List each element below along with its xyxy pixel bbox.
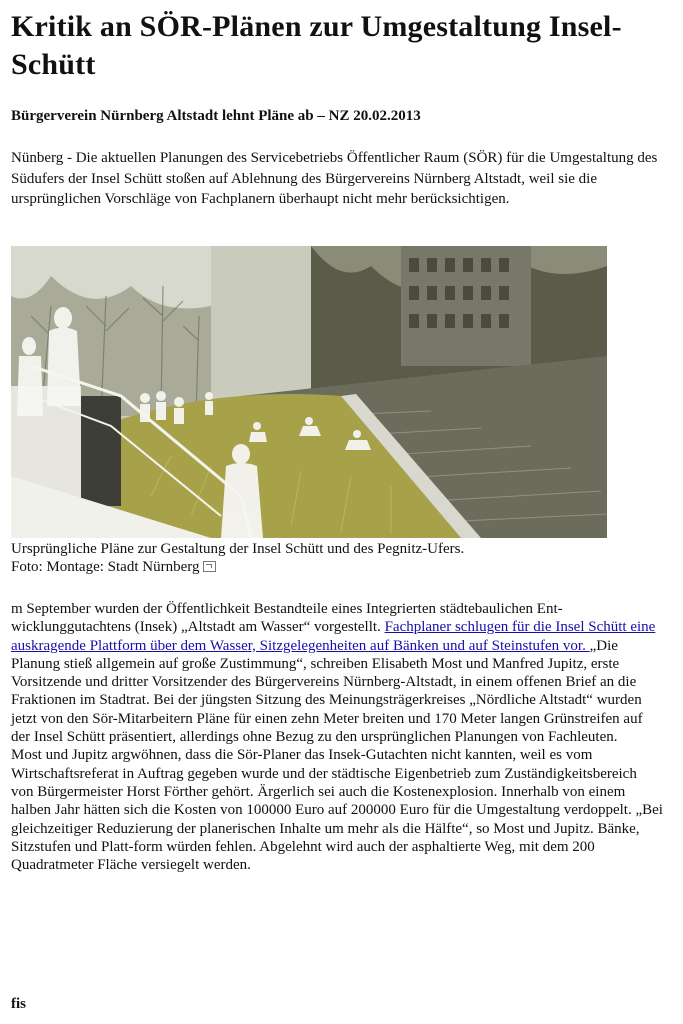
body-text-intro: m September wurden der Öffentlichkeit Bestandteile eines Integrierten städtebaulichen Ent-wicklunggutachtens (Insek) „Altstadt am Wasser“ vorgestellt. [11,601,563,636]
article-lead: Nünberg - Die aktuellen Planungen des Servicebetriebs Öffentlicher Raum (SÖR) für die Umgestaltung des Südufers der Insel Schütt stoßen auf Ablehnung des Bürgervereins Nürnberg Altstadt, weil sie die ursprünglichen Vorschläge von Fachplanern überhaupt nicht mehr berücksichtigen. [11,150,658,207]
caption-text: Ursprüngliche Pläne zur Gestaltung der Insel Schütt und des Pegnitz-Ufers. [11,541,465,557]
caption-credit: Foto: Montage: Stadt Nürnberg [11,559,200,575]
photo-caption [11,540,651,576]
author-signature: fis [11,996,26,1012]
article-photo [11,246,607,538]
external-image-icon[interactable] [203,561,216,572]
proposal-link[interactable]: Fachplaner schlugen für die Insel Schütt eine auskragende Plattform über dem Wasser, Sitzgelegenheiten auf Bänken und auf Steinstufen vor. [11,619,656,654]
body-text-continued: „Die Planung stieß allgemein auf große Zustimmung“, schreiben Elisabeth Most und Manfred Jupitz, erste Vorsitzende und dritter Vorsitzender des Bürgervereins Nürnberg-Altstadt, in einem offenen Brief an die Fraktionen im Stadtrat. Bei der jüngsten Sitzung des Meinungsträgerkreises „Nördliche Altstadt“ wurden jetzt von den Sör-Mitarbeitern Pläne für einen zehn Meter breiten und 170 Meter langen Grünstreifen auf der Insel Schütt präsentiert, allerdings ohne Bezug zu den ursprünglichen Planungen von Fachleuten. [11,637,643,746]
article-body [11,600,663,874]
article-headline: Kritik an SÖR-Plänen zur Umgestaltung Insel-Schütt [11,10,622,81]
body-paragraph-2: Most und Jupitz argwöhnen, dass die Sör-Planer das Insek-Gutachten nicht kannten, weil es vom Wirtschaftsreferat in Auftrag gegeben wurde und der städtische Eigenbetrieb zum Zuständigkeitsbereich von Bürgermeister Horst Förther gehört. Ärgerlich sei auch die Kostenexplosion. Innerhalb von einem halben Jahr hätten sich die Kosten von 100000 Euro auf 200000 Euro für die Umgestaltung verdoppelt. „Bei gleichzeitiger Reduzierung der planerischen Inhalte um mehr als die Hälfte“, so Most und Jupitz. Bänke, Sitzstufen und Platt-form würden fehlen. Abgelehnt wird auch der asphaltierte Weg, mit dem 200 Quadratmeter Fläche versiegelt werden. [11,747,663,874]
article-subhead: Bürgerverein Nürnberg Altstadt lehnt Pläne ab – NZ 20.02.2013 [11,108,421,124]
riverbank-montage-illustration [11,246,607,538]
